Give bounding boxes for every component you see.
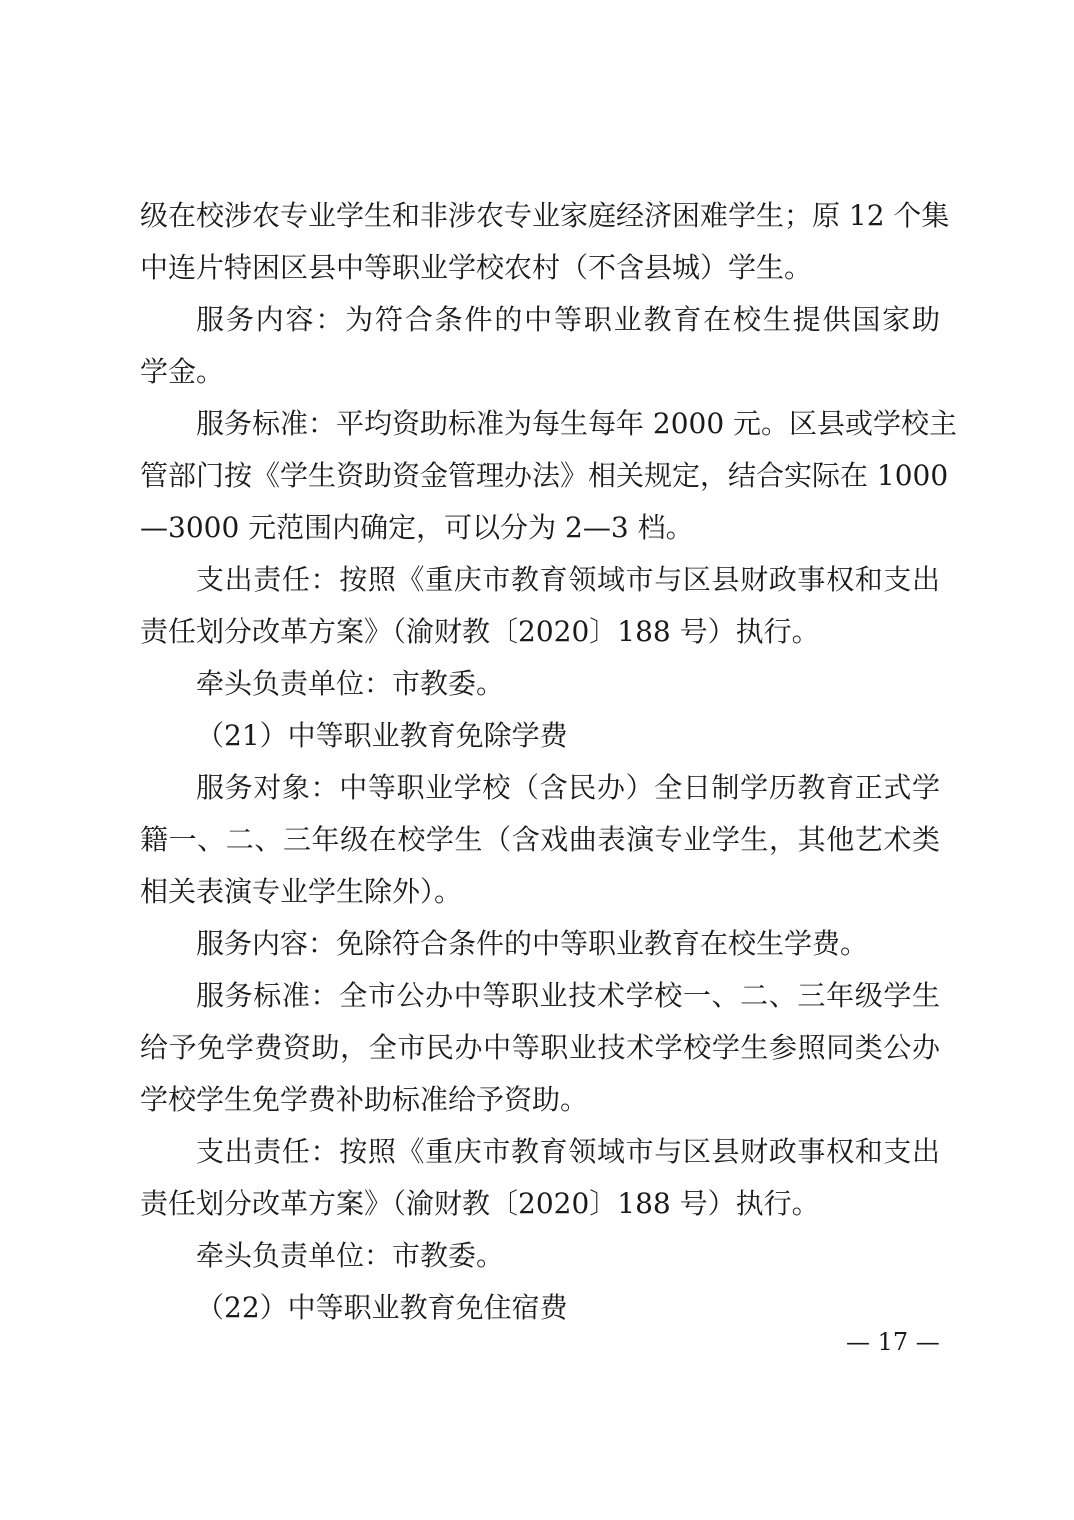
text-line-9: 责任划分改革方案》（渝财教〔2020〕188 号）执行。 bbox=[140, 615, 820, 648]
text-line-7: —3000 元范围内确定，可以分为 2—3 档。 bbox=[140, 511, 694, 544]
text-line-15: 服务内容：免除符合条件的中等职业教育在校生学费。 bbox=[196, 927, 869, 960]
page-number: — 17 — bbox=[846, 1328, 940, 1356]
text-line-16: 服务标准：全市公办中等职业技术学校一、二、三年级学生 bbox=[196, 979, 940, 1012]
text-line-6: 管部门按《学生资助资金管理办法》相关规定，结合实际在 1000 bbox=[140, 459, 949, 492]
text-line-17: 给予免学费资助，全市民办中等职业技术学校学生参照同类公办 bbox=[140, 1031, 940, 1064]
text-line-18: 学校学生免学费补助标准给予资助。 bbox=[140, 1083, 589, 1116]
text-line-2: 中连片特困区县中等职业学校农村（不含县城）学生。 bbox=[140, 251, 813, 284]
text-line-4: 学金。 bbox=[140, 355, 225, 388]
text-line-5: 服务标准：平均资助标准为每生每年 2000 元。区县或学校主 bbox=[196, 407, 958, 440]
section-heading-21: （21）中等职业教育免除学费 bbox=[196, 719, 568, 752]
section-heading-22: （22）中等职业教育免住宿费 bbox=[196, 1291, 568, 1324]
text-line-21: 牵头负责单位：市教委。 bbox=[196, 1239, 505, 1272]
text-line-13: 籍一、二、三年级在校学生（含戏曲表演专业学生，其他艺术类 bbox=[140, 823, 940, 856]
text-line-19: 支出责任：按照《重庆市教育领域市与区县财政事权和支出 bbox=[196, 1135, 940, 1168]
text-line-14: 相关表演专业学生除外）。 bbox=[140, 875, 463, 908]
text-line-1: 级在校涉农专业学生和非涉农专业家庭经济困难学生；原 12 个集 bbox=[140, 199, 950, 232]
text-line-3: 服务内容：为符合条件的中等职业教育在校生提供国家助 bbox=[196, 303, 940, 336]
text-line-12: 服务对象：中等职业学校（含民办）全日制学历教育正式学 bbox=[196, 771, 940, 804]
text-line-8: 支出责任：按照《重庆市教育领域市与区县财政事权和支出 bbox=[196, 563, 940, 596]
text-line-20: 责任划分改革方案》（渝财教〔2020〕188 号）执行。 bbox=[140, 1187, 820, 1220]
text-line-10: 牵头负责单位：市教委。 bbox=[196, 667, 505, 700]
